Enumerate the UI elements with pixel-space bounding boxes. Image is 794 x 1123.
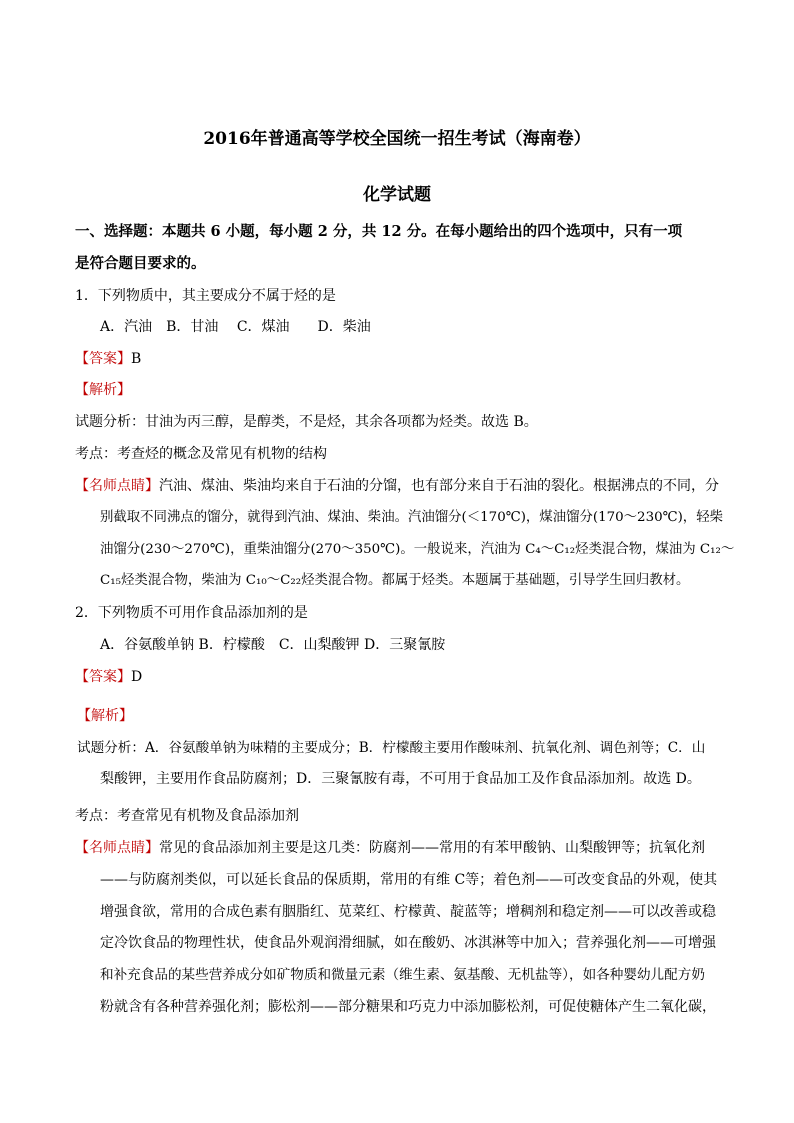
page-subtitle: 化学试题 xyxy=(363,185,431,205)
q2-tip-line2: ——与防腐剂类似，可以延长食品的保质期，常用的有维 C等；着色剂——可改变食品的外观，使其 xyxy=(100,872,718,888)
q2-tip-line6: 粉就含有各种营养强化剂；膨松剂——部分糖果和巧克力中添加膨松剂，可促使糖体产生二氧化碳， xyxy=(100,999,716,1015)
q1-tip-line1 xyxy=(75,476,719,496)
q1-answer-tag: 【答案】 xyxy=(75,351,131,367)
q2-point: 考点：考查常见有机物及食品添加剂 xyxy=(75,808,299,824)
q2-stem: 2．下列物质不可用作食品添加剂的是 xyxy=(75,605,308,621)
page-title: 2016年普通高等学校全国统一招生考试（海南卷） xyxy=(203,129,591,149)
q1-tip-tag: 【名师点睛】 xyxy=(75,478,159,494)
q2-tip-line5: 和补充食品的某些营养成分如矿物质和微量元素（维生素、氨基酸、无机盐等），如各种婴幼儿配方奶 xyxy=(100,967,705,983)
q1-analysis-tag: 【解析】 xyxy=(75,382,131,398)
q1-answer-value: B xyxy=(131,351,142,367)
q2-answer xyxy=(75,667,142,687)
q2-analysis-line2: 梨酸钾，主要用作食品防腐剂；D．三聚氰胺有毒，不可用于食品加工及作食品添加剂。故选 D。 xyxy=(100,771,701,787)
q1-tip-line4: C₁₅烃类混合物，柴油为 C₁₀～C₂₂烃类混合物。都属于烃类。本题属于基础题，引导学生回归教材。 xyxy=(100,573,690,588)
q2-options: A．谷氨酸单钠 B．柠檬酸 C．山梨酸钾 D．三聚氰胺 xyxy=(100,637,446,653)
q2-tip-line3: 增强食欲，常用的合成色素有胭脂红、苋菜红、柠檬黄、靛蓝等；增稠剂和稳定剂——可以改善或稳 xyxy=(100,904,716,920)
section-heading-line1: 一、选择题：本题共 6 小题，每小题 2 分，共 12 分。在每小题给出的四个选项中，只有一项 xyxy=(75,223,683,240)
q2-tip-line1 xyxy=(75,838,705,858)
q1-tip-text1: 汽油、煤油、柴油均来自于石油的分馏，也有部分来自于石油的裂化。根据沸点的不同，分 xyxy=(159,478,719,494)
q1-point: 考点：考查烃的概念及常见有机物的结构 xyxy=(75,446,327,462)
q2-analysis-line1: 试题分析：A．谷氨酸单钠为味精的主要成分；B．柠檬酸主要用作酸味剂、抗氧化剂、调色剂等；C．山 xyxy=(77,740,706,756)
q2-tip-text1: 常见的食品添加剂主要是这几类：防腐剂——常用的有苯甲酸钠、山梨酸钾等；抗氧化剂 xyxy=(159,840,705,856)
q1-answer xyxy=(75,349,141,369)
q1-tip-line3: 油馏分(230～270℃)，重柴油馏分(270～350℃)。一般说来，汽油为 C₄～C₁₂烃类混合物，煤油为 C₁₂～ xyxy=(100,542,735,557)
q2-analysis-tag: 【解析】 xyxy=(77,708,133,724)
q2-tip-tag: 【名师点睛】 xyxy=(75,840,159,856)
section-heading-line2: 是符合题目要求的。 xyxy=(75,255,206,272)
q2-answer-tag: 【答案】 xyxy=(75,669,131,685)
q1-tip-line2: 别截取不同沸点的馏分，就得到汽油、煤油、柴油。汽油馏分(＜170℃)，煤油馏分(170～230℃)，轻柴 xyxy=(100,510,723,525)
q2-answer-value: D xyxy=(131,669,143,685)
q1-options: A．汽油 B．甘油 C．煤油 D．柴油 xyxy=(100,319,371,335)
q1-stem: 1．下列物质中，其主要成分不属于烃的是 xyxy=(75,288,336,304)
q2-tip-line4: 定冷饮食品的物理性状，使食品外观润滑细腻，如在酸奶、冰淇淋等中加入；营养强化剂——可增强 xyxy=(100,935,716,951)
q1-analysis: 试题分析：甘油为丙三醇，是醇类，不是烃，其余各项都为烃类。故选 B。 xyxy=(75,414,538,430)
